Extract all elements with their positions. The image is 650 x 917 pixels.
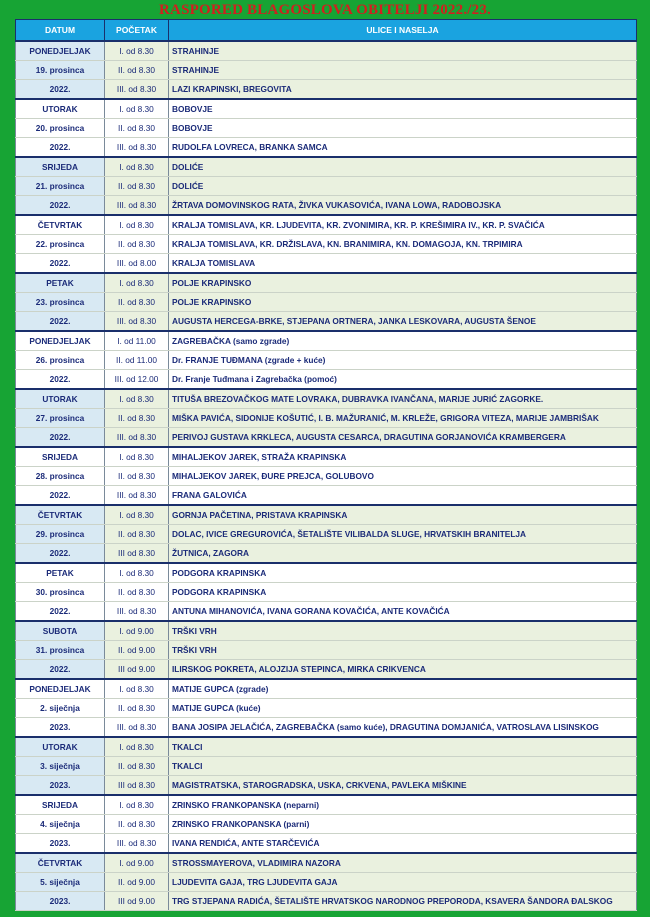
day-datum: 19. prosinca — [16, 61, 105, 80]
start-time: II. od 8.30 — [105, 293, 169, 312]
streets: MIHALJEKOV JAREK, ĐURE PREJCA, GOLUBOVO — [169, 467, 637, 486]
schedule-row — [16, 447, 637, 467]
streets: PERIVOJ GUSTAVA KRKLECA, AUGUSTA CESARCA, DRAGUTINA GORJANOVIĆA KRAMBERGERA — [169, 428, 637, 448]
schedule-row — [16, 157, 637, 177]
streets: ŽUTNICA, ZAGORA — [169, 544, 637, 564]
start-time: II. od 8.30 — [105, 757, 169, 776]
schedule-row — [16, 138, 637, 158]
start-time: I. od 8.30 — [105, 41, 169, 61]
schedule-row — [16, 834, 637, 854]
day-datum: 31. prosinca — [16, 641, 105, 660]
day-datum: 23. prosinca — [16, 293, 105, 312]
schedule-row — [16, 776, 637, 796]
streets: LAZI KRAPINSKI, BREGOVITA — [169, 80, 637, 100]
start-time: I. od 9.00 — [105, 621, 169, 641]
start-time: I. od 8.30 — [105, 447, 169, 467]
start-time: III od 9.00 — [105, 660, 169, 680]
streets: PODGORA KRAPINSKA — [169, 583, 637, 602]
start-time: II. od 8.30 — [105, 525, 169, 544]
day-datum: 21. prosinca — [16, 177, 105, 196]
start-time: II. od 8.30 — [105, 815, 169, 834]
streets: POLJE KRAPINSKO — [169, 273, 637, 293]
schedule-row — [16, 737, 637, 757]
streets: RUDOLFA LOVRECA, BRANKA SAMCA — [169, 138, 637, 158]
start-time: II. od 8.30 — [105, 235, 169, 254]
schedule-row — [16, 389, 637, 409]
streets: MIŠKA PAVIĆA, SIDONIJE KOŠUTIĆ, I. B. MAŽURANIĆ, M. KRLEŽE, GRIGORA VITEZA, MARIJE JAMBRIŠAK — [169, 409, 637, 428]
start-time: II. od 8.30 — [105, 409, 169, 428]
schedule-row — [16, 177, 637, 196]
schedule-row — [16, 699, 637, 718]
schedule-row — [16, 312, 637, 332]
streets: PODGORA KRAPINSKA — [169, 563, 637, 583]
schedule-row — [16, 428, 637, 448]
schedule-row — [16, 486, 637, 506]
start-time: III od 9.00 — [105, 892, 169, 911]
schedule-row — [16, 660, 637, 680]
streets: BOBOVJE — [169, 99, 637, 119]
day-dan: SRIJEDA — [16, 795, 105, 815]
schedule-row — [16, 544, 637, 564]
schedule-row — [16, 293, 637, 312]
streets: TRŠKI VRH — [169, 641, 637, 660]
schedule-row — [16, 853, 637, 873]
schedule-body — [16, 41, 637, 911]
start-time: III. od 8.30 — [105, 138, 169, 158]
schedule-row — [16, 795, 637, 815]
streets: MATIJE GUPCA (zgrade) — [169, 679, 637, 699]
day-godina: 2022. — [16, 138, 105, 158]
day-dan: PONEDJELJAK — [16, 679, 105, 699]
day-datum: 20. prosinca — [16, 119, 105, 138]
streets: STRAHINJE — [169, 41, 637, 61]
schedule-row — [16, 467, 637, 486]
start-time: III. od 8.30 — [105, 312, 169, 332]
schedule-row — [16, 370, 637, 390]
start-time: I. od 8.30 — [105, 505, 169, 525]
schedule-row — [16, 80, 637, 100]
streets: IVANA RENDIĆA, ANTE STARČEVIĆA — [169, 834, 637, 854]
start-time: I. od 8.30 — [105, 389, 169, 409]
start-time: II. od 9.00 — [105, 873, 169, 892]
streets: KRALJA TOMISLAVA, KR. LJUDEVITA, KR. ZVONIMIRA, KR. P. KREŠIMIRA IV., KR. P. SVAČIĆA — [169, 215, 637, 235]
day-datum: 29. prosinca — [16, 525, 105, 544]
start-time: I. od 8.30 — [105, 679, 169, 699]
start-time: I. od 8.30 — [105, 99, 169, 119]
start-time: III od 8.30 — [105, 544, 169, 564]
streets: Dr. FRANJE TUĐMANA (zgrade + kuće) — [169, 351, 637, 370]
schedule-row — [16, 892, 637, 911]
start-time: I. od 8.30 — [105, 563, 169, 583]
header-ulice: ULICE I NASELJA — [169, 20, 637, 42]
day-dan: SUBOTA — [16, 621, 105, 641]
schedule-row — [16, 873, 637, 892]
start-time: I. od 8.30 — [105, 157, 169, 177]
start-time: III. od 8.30 — [105, 834, 169, 854]
schedule-row — [16, 254, 637, 274]
day-godina: 2022. — [16, 370, 105, 390]
streets: BANA JOSIPA JELAČIĆA, ZAGREBAČKA (samo kuće), DRAGUTINA DOMJANIĆA, VATROSLAVA LISINSKOG — [169, 718, 637, 738]
day-datum: 28. prosinca — [16, 467, 105, 486]
start-time: III. od 12.00 — [105, 370, 169, 390]
start-time: II. od 8.30 — [105, 119, 169, 138]
schedule-row — [16, 641, 637, 660]
schedule-row — [16, 41, 637, 61]
start-time: I. od 8.30 — [105, 795, 169, 815]
day-dan: SRIJEDA — [16, 157, 105, 177]
streets: TRG STJEPANA RADIĆA, ŠETALIŠTE HRVATSKOG NARODNOG PREPORODA, KSAVERA ŠANDORA ĐALSKOG — [169, 892, 637, 911]
schedule-row — [16, 215, 637, 235]
day-dan: UTORAK — [16, 737, 105, 757]
start-time: II. od 8.30 — [105, 699, 169, 718]
day-godina: 2023. — [16, 892, 105, 911]
day-godina: 2022. — [16, 254, 105, 274]
day-dan: ČETVRTAK — [16, 505, 105, 525]
day-godina: 2023. — [16, 776, 105, 796]
schedule-row — [16, 119, 637, 138]
day-godina: 2022. — [16, 602, 105, 622]
streets: DOLAC, IVICE GREGUROVIĆA, ŠETALIŠTE VILIBALDA SLUGE, HRVATSKIH BRANITELJA — [169, 525, 637, 544]
streets: MAGISTRATSKA, STAROGRADSKA, USKA, CRKVENA, PAVLEKA MIŠKINE — [169, 776, 637, 796]
page-title: RASPORED BLAGOSLOVA OBITELJI 2022./23. — [159, 2, 491, 18]
header-datum: DATUM — [16, 20, 105, 42]
schedule-row — [16, 331, 637, 351]
start-time: III. od 8.30 — [105, 718, 169, 738]
day-godina: 2023. — [16, 718, 105, 738]
day-datum: 2. siječnja — [16, 699, 105, 718]
schedule-row — [16, 273, 637, 293]
start-time: II. od 11.00 — [105, 351, 169, 370]
start-time: III. od 8.30 — [105, 428, 169, 448]
start-time: I. od 8.30 — [105, 737, 169, 757]
streets: MATIJE GUPCA (kuće) — [169, 699, 637, 718]
streets: AUGUSTA HERCEGA-BRKE, STJEPANA ORTNERA, JANKA LESKOVARA, AUGUSTA ŠENOE — [169, 312, 637, 332]
streets: KRALJA TOMISLAVA — [169, 254, 637, 274]
streets: STRAHINJE — [169, 61, 637, 80]
day-dan: ČETVRTAK — [16, 853, 105, 873]
header-pocetak: POČETAK — [105, 20, 169, 42]
schedule-row — [16, 563, 637, 583]
schedule-row — [16, 235, 637, 254]
day-dan: PONEDJELJAK — [16, 331, 105, 351]
schedule-row — [16, 61, 637, 80]
day-dan: SRIJEDA — [16, 447, 105, 467]
day-datum: 4. siječnja — [16, 815, 105, 834]
day-godina: 2022. — [16, 312, 105, 332]
start-time: I. od 8.30 — [105, 273, 169, 293]
streets: BOBOVJE — [169, 119, 637, 138]
schedule-row — [16, 583, 637, 602]
start-time: II. od 8.30 — [105, 583, 169, 602]
schedule-row — [16, 679, 637, 699]
day-dan: PONEDJELJAK — [16, 41, 105, 61]
day-godina: 2022. — [16, 196, 105, 216]
streets: Dr. Franje Tuđmana i Zagrebačka (pomoć) — [169, 370, 637, 390]
day-dan: PETAK — [16, 273, 105, 293]
schedule-row — [16, 757, 637, 776]
streets: POLJE KRAPINSKO — [169, 293, 637, 312]
start-time: III. od 8.00 — [105, 254, 169, 274]
day-godina: 2022. — [16, 486, 105, 506]
schedule-row — [16, 196, 637, 216]
day-dan: UTORAK — [16, 389, 105, 409]
schedule-row — [16, 815, 637, 834]
streets: DOLIĆE — [169, 157, 637, 177]
day-datum: 26. prosinca — [16, 351, 105, 370]
streets: ŽRTAVA DOMOVINSKOG RATA, ŽIVKA VUKASOVIĆA, IVANA LOWA, RADOBOJSKA — [169, 196, 637, 216]
streets: TRŠKI VRH — [169, 621, 637, 641]
day-datum: 27. prosinca — [16, 409, 105, 428]
day-godina: 2022. — [16, 428, 105, 448]
start-time: III. od 8.30 — [105, 196, 169, 216]
start-time: III od 8.30 — [105, 776, 169, 796]
streets: TITUŠA BREZOVAČKOG MATE LOVRAKA, DUBRAVKA IVANČANA, MARIJE JURIĆ ZAGORKE. — [169, 389, 637, 409]
streets: GORNJA PAČETINA, PRISTAVA KRAPINSKA — [169, 505, 637, 525]
day-datum: 5. siječnja — [16, 873, 105, 892]
day-godina: 2022. — [16, 544, 105, 564]
schedule-row — [16, 602, 637, 622]
day-datum: 3. siječnja — [16, 757, 105, 776]
streets: KRALJA TOMISLAVA, KR. DRŽISLAVA, KN. BRANIMIRA, KN. DOMAGOJA, KN. TRPIMIRA — [169, 235, 637, 254]
day-godina: 2022. — [16, 660, 105, 680]
day-godina: 2023. — [16, 834, 105, 854]
streets: MIHALJEKOV JAREK, STRAŽA KRAPINSKA — [169, 447, 637, 467]
schedule-row — [16, 351, 637, 370]
streets: ILIRSKOG POKRETA, ALOJZIJA STEPINCA, MIRKA CRIKVENCA — [169, 660, 637, 680]
header-row — [16, 20, 637, 42]
schedule-row — [16, 621, 637, 641]
schedule-row — [16, 505, 637, 525]
streets: TKALCI — [169, 757, 637, 776]
streets: ZRINSKO FRANKOPANSKA (neparni) — [169, 795, 637, 815]
start-time: II. od 8.30 — [105, 467, 169, 486]
day-datum: 22. prosinca — [16, 235, 105, 254]
start-time: II. od 8.30 — [105, 61, 169, 80]
schedule-table — [15, 19, 637, 911]
day-dan: ČETVRTAK — [16, 215, 105, 235]
streets: ANTUNA MIHANOVIĆA, IVANA GORANA KOVAČIĆA, ANTE KOVAČIĆA — [169, 602, 637, 622]
start-time: II. od 8.30 — [105, 177, 169, 196]
day-datum: 30. prosinca — [16, 583, 105, 602]
schedule-row — [16, 525, 637, 544]
streets: LJUDEVITA GAJA, TRG LJUDEVITA GAJA — [169, 873, 637, 892]
schedule-row — [16, 718, 637, 738]
day-godina: 2022. — [16, 80, 105, 100]
streets: TKALCI — [169, 737, 637, 757]
start-time: III. od 8.30 — [105, 602, 169, 622]
start-time: I. od 11.00 — [105, 331, 169, 351]
day-dan: PETAK — [16, 563, 105, 583]
streets: STROSSMAYEROVA, VLADIMIRA NAZORA — [169, 853, 637, 873]
start-time: III. od 8.30 — [105, 80, 169, 100]
schedule-row — [16, 99, 637, 119]
start-time: I. od 8.30 — [105, 215, 169, 235]
start-time: I. od 9.00 — [105, 853, 169, 873]
streets: DOLIĆE — [169, 177, 637, 196]
start-time: III. od 8.30 — [105, 486, 169, 506]
start-time: II. od 9.00 — [105, 641, 169, 660]
schedule-row — [16, 409, 637, 428]
day-dan: UTORAK — [16, 99, 105, 119]
streets: ZAGREBAČKA (samo zgrade) — [169, 331, 637, 351]
streets: ZRINSKO FRANKOPANSKA (parni) — [169, 815, 637, 834]
streets: FRANA GALOVIĆA — [169, 486, 637, 506]
